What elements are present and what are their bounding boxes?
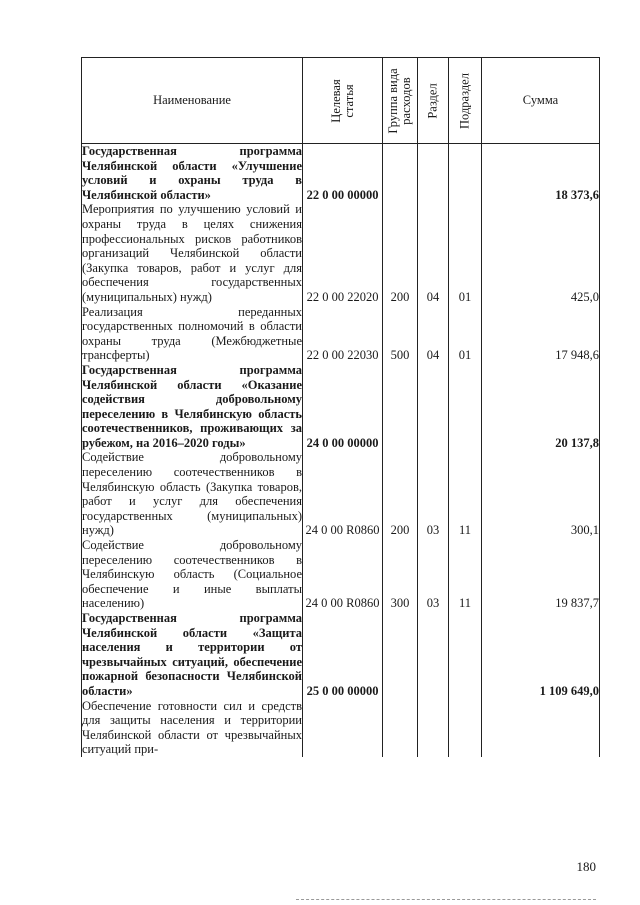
row-subsection: 11 [449, 450, 482, 538]
row-name: Мероприятия по улучшению условий и охраны труда в целях снижения профессиональных рисков работников организаций Челябинской области (Закупка товаров, работ и услуг для обеспечения государственных (муниципальных) нужд) [82, 202, 302, 304]
row-sum: 20 137,8 [482, 363, 600, 451]
table-row [82, 450, 600, 538]
row-code: 25 0 00 00000 [303, 611, 383, 699]
budget-table [81, 57, 600, 757]
row-sum: 425,0 [482, 202, 600, 304]
table-row [82, 363, 600, 451]
row-code: 24 0 00 00000 [303, 363, 383, 451]
row-code [303, 699, 383, 757]
table-row [82, 699, 600, 757]
row-group: 200 [383, 450, 418, 538]
row-group: 200 [383, 202, 418, 304]
row-subsection [449, 144, 482, 203]
header-target-article: Целевая статья [303, 58, 383, 144]
header-subsection: Подраздел [449, 58, 482, 144]
row-group [383, 144, 418, 203]
row-group: 500 [383, 305, 418, 363]
row-section: 04 [418, 305, 449, 363]
row-section: 03 [418, 538, 449, 611]
row-subsection: 01 [449, 305, 482, 363]
row-sum: 17 948,6 [482, 305, 600, 363]
header-name: Наименование [82, 58, 303, 144]
row-subsection [449, 699, 482, 757]
row-code: 24 0 00 R0860 [303, 538, 383, 611]
table-row [82, 538, 600, 611]
row-sum: 1 109 649,0 [482, 611, 600, 699]
row-subsection [449, 363, 482, 451]
header-section: Раздел [418, 58, 449, 144]
row-name: Обеспечение готовности сил и средств для защиты населения и территории Челябинской области от чрезвычайных ситуаций при- [82, 698, 302, 757]
row-subsection: 01 [449, 202, 482, 304]
row-code: 22 0 00 22030 [303, 305, 383, 363]
page-number: 180 [576, 859, 596, 874]
row-sum: 18 373,6 [482, 144, 600, 203]
row-name: Содействие добровольному переселению соотечественников в Челябинскую область (Социальное обеспечение и иные выплаты населению) [82, 538, 302, 611]
table-row [82, 611, 600, 699]
row-group [383, 699, 418, 757]
row-code: 22 0 00 22020 [303, 202, 383, 304]
row-name: Государственная программа Челябинской области «Улучшение условий и охраны труда в Челябинской области» [82, 144, 302, 202]
row-group: 300 [383, 538, 418, 611]
header-expense-group: Группа вида расходов [383, 58, 418, 144]
table-row [82, 144, 600, 203]
row-section [418, 699, 449, 757]
table-row [82, 202, 600, 304]
row-code: 22 0 00 00000 [303, 144, 383, 203]
row-name: Государственная программа Челябинской области «Оказание содействия добровольному переселению в Челябинскую область соотечественников, проживающих за рубежом, на 2016–2020 годы» [82, 362, 302, 450]
row-sum: 300,1 [482, 450, 600, 538]
row-section: 03 [418, 450, 449, 538]
row-group [383, 611, 418, 699]
row-section [418, 144, 449, 203]
row-sum [482, 699, 600, 757]
row-section [418, 363, 449, 451]
row-name: Государственная программа Челябинской области «Защита населения и территории от чрезвычайных ситуаций, обеспечение пожарной безопасности Челябинской области» [82, 611, 302, 698]
row-section: 04 [418, 202, 449, 304]
row-group [383, 363, 418, 451]
row-code: 24 0 00 R0860 [303, 450, 383, 538]
table-body [82, 144, 600, 757]
row-section [418, 611, 449, 699]
row-name: Реализация переданных государственных полномочий в области охраны труда (Межбюджетные трансферты) [82, 304, 302, 363]
row-sum: 19 837,7 [482, 538, 600, 611]
page-bottom-rule [296, 899, 596, 900]
header-sum: Сумма [482, 58, 600, 144]
row-name: Содействие добровольному переселению соотечественников в Челябинскую область (Закупка товаров, работ и услуг для обеспечения государственных (муниципальных) нужд) [82, 450, 302, 538]
row-subsection: 11 [449, 538, 482, 611]
table-row [82, 305, 600, 363]
row-subsection [449, 611, 482, 699]
table-header [82, 58, 600, 144]
